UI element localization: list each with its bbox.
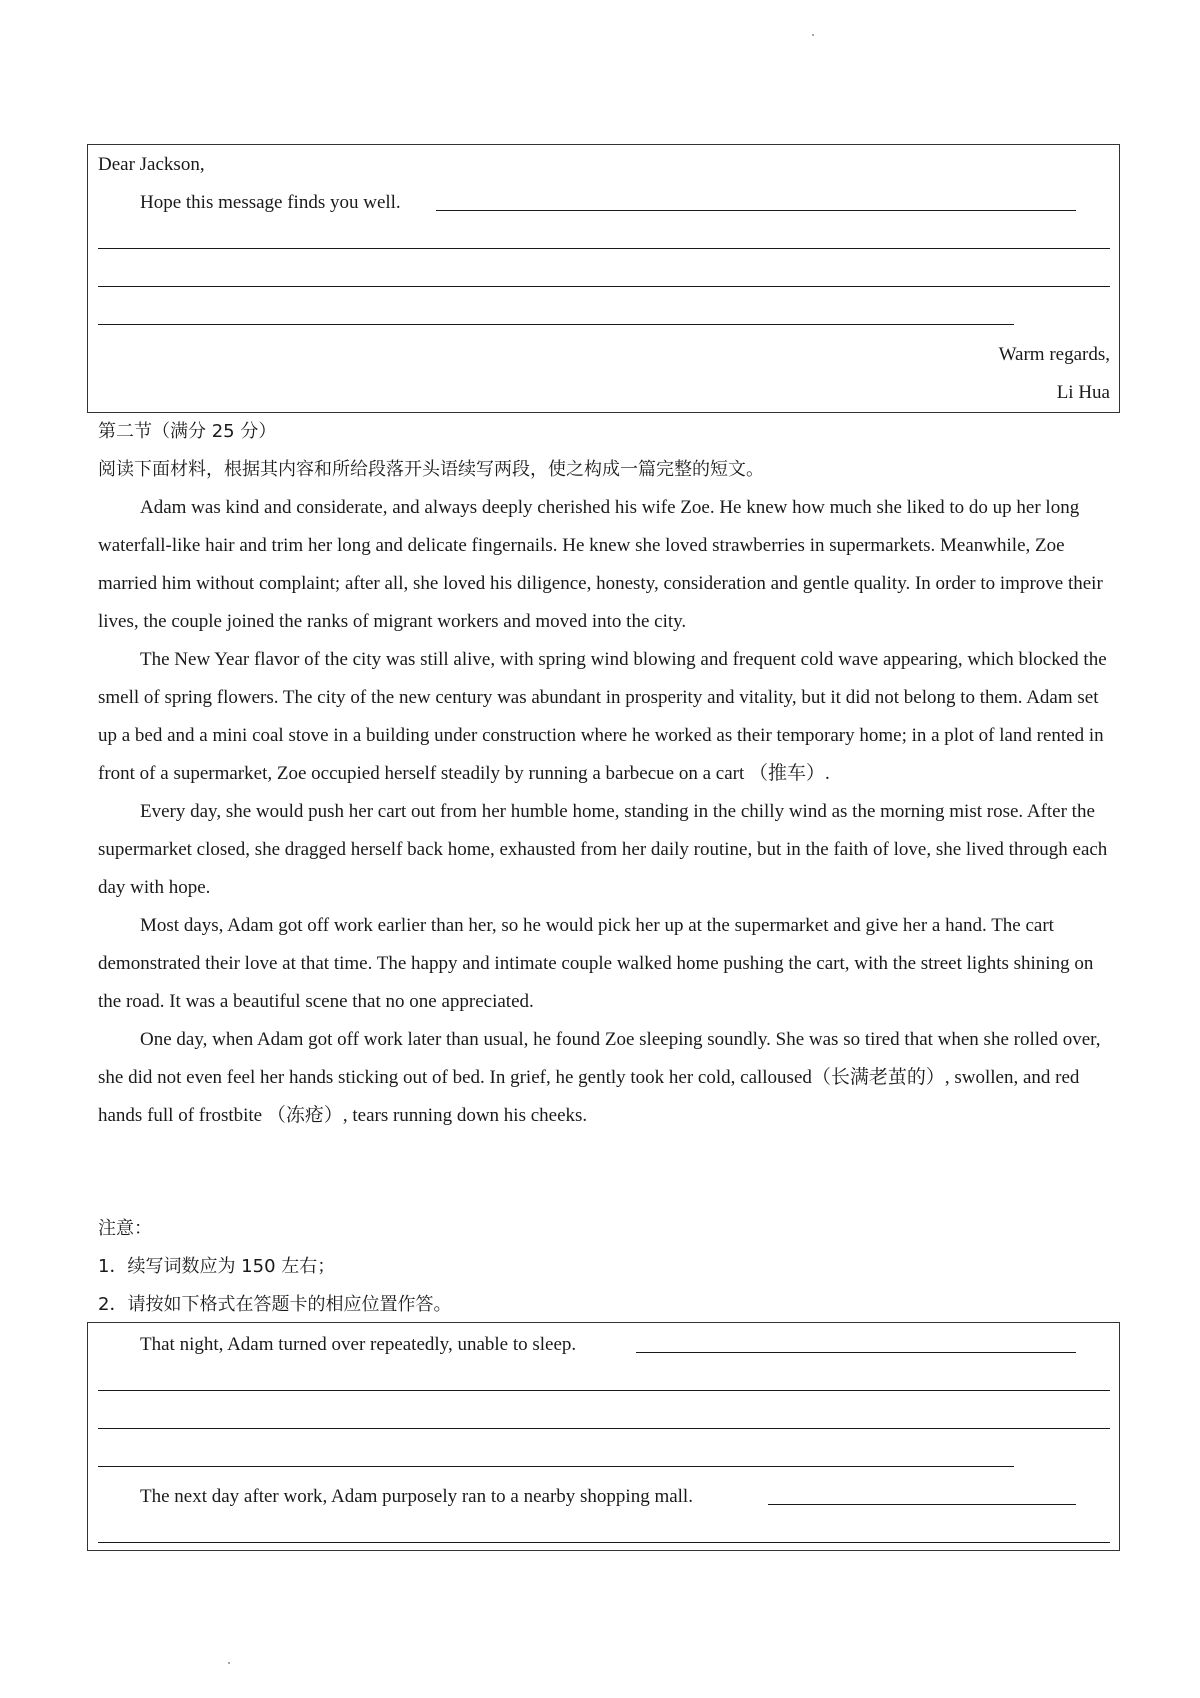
letter-opening-text: Hope this message finds you well. <box>140 192 401 213</box>
paragraph1-opening: That night, Adam turned over repeatedly, unable to sleep. <box>140 1334 577 1355</box>
story-paragraph: Most days, Adam got off work earlier than her, so he would pick her up at the supermarket and give her a hand. The cart demonstrated their love at that time. The happy and intimate couple walked home pushing the cart, with the street lights shining on the road. It was a beautiful scene that no one appreciated. <box>98 915 1094 1012</box>
notes-item: 2．请按如下格式在答题卡的相应位置作答。 <box>98 1294 452 1315</box>
writing-line <box>98 1542 1110 1543</box>
section-heading: 第二节（满分 25 分） <box>98 421 277 442</box>
writing-line <box>98 324 1014 325</box>
letter-signature: Li Hua <box>1056 382 1110 403</box>
story-paragraph: Adam was kind and considerate, and always deeply cherished his wife Zoe. He knew how much she liked to do up her long waterfall-like hair and trim her long and delicate fingernails. He knew she loved strawberries in supermarkets. Meanwhile, Zoe married him without complaint; after all, she loved his diligence, honesty, consideration and gentle quality. In order to improve their lives, the couple joined the ranks of migrant workers and moved into the city. <box>98 497 1103 632</box>
story-paragraph: One day, when Adam got off work later than usual, he found Zoe sleeping soundly. She was so tired that when she rolled over, she did not even feel her hands sticking out of bed. In grief, he gently took her cold, calloused（长满老茧的）, swollen, and red hands full of frostbite （冻疮）, tears running down his cheeks. <box>98 1029 1101 1126</box>
letter-opening <box>140 184 401 222</box>
paragraph2-opening: The next day after work, Adam purposely ran to a nearby shopping mall. <box>140 1486 693 1507</box>
writing-line <box>98 286 1110 287</box>
writing-line <box>98 248 1110 249</box>
letter-closing: Warm regards, <box>998 344 1110 365</box>
notes-item: 1．续写词数应为 150 左右； <box>98 1256 336 1277</box>
story-text <box>98 489 1110 1135</box>
story-paragraph: Every day, she would push her cart out from her humble home, standing in the chilly wind as the morning mist rose. After the supermarket closed, she dragged herself back home, exhausted from her daily routine, but in the faith of love, she lived through each day with hope. <box>98 801 1108 898</box>
scan-speck <box>812 34 814 36</box>
notes-label: 注意： <box>98 1218 152 1239</box>
section-instruction: 阅读下面材料，根据其内容和所给段落开头语续写两段，使之构成一篇完整的短文。 <box>98 459 764 480</box>
writing-line <box>636 1352 1076 1353</box>
scan-speck <box>228 1662 230 1664</box>
writing-line <box>436 210 1076 211</box>
letter-salutation: Dear Jackson, <box>98 154 205 175</box>
writing-line <box>98 1428 1110 1429</box>
writing-line <box>98 1390 1110 1391</box>
story-paragraph: The New Year flavor of the city was still alive, with spring wind blowing and frequent cold wave appearing, which blocked the smell of spring flowers. The city of the new century was abundant in prosperity and vitality, but it did not belong to them. Adam set up a bed and a mini coal stove in a building under construction where he worked as their temporary home; in a plot of land rented in front of a supermarket, Zoe occupied herself steadily by running a barbecue on a cart （推车）. <box>98 649 1107 784</box>
writing-line <box>98 1466 1014 1467</box>
writing-line <box>768 1504 1076 1505</box>
